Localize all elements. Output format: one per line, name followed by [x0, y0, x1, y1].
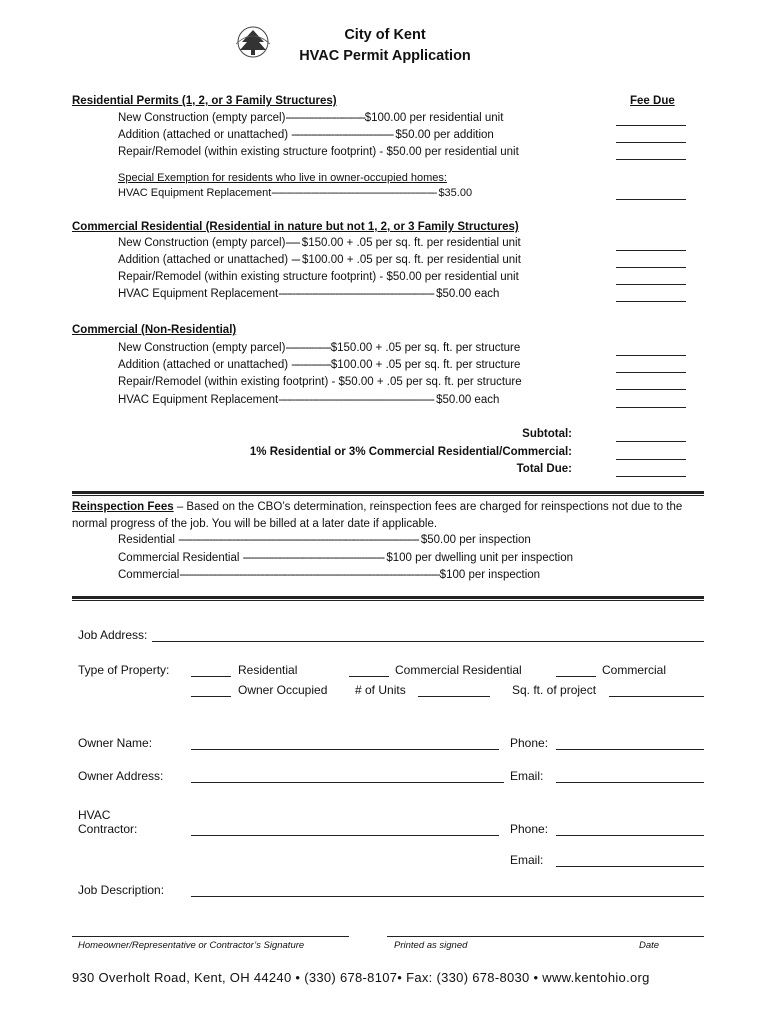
owner-occupied-label: Owner Occupied [238, 683, 328, 697]
job-address-label: Job Address: [78, 628, 148, 642]
contractor-email-field[interactable] [556, 866, 704, 867]
commercial-checkbox-blank[interactable] [556, 676, 596, 677]
cr-line-new: New Construction (empty parcel)----- $150.00 + .05 per sq. ft. per residential unit [118, 237, 521, 249]
c-repair-label: Repair/Remodel (within existing footprint) - [118, 376, 339, 388]
footer-address: 930 Overholt Road, Kent, OH 44240 [72, 970, 292, 985]
signature-field[interactable] [72, 936, 349, 937]
owner-occupied-checkbox-blank[interactable] [191, 696, 231, 697]
c-new-label: New Construction (empty parcel) [118, 342, 286, 354]
footer-phone: (330) 678-8107 [304, 970, 398, 985]
contractor-phone-field[interactable] [556, 835, 704, 836]
cr-hvac-label: HVAC Equipment Replacement [118, 288, 279, 300]
bullet-icon: • [533, 970, 539, 985]
c-line-new: New Construction (empty parcel)----------------$150.00 + .05 per sq. ft. per structure [118, 342, 521, 354]
footer-website-link[interactable]: www.kentohio.org [542, 970, 650, 985]
reinsp-cr-label: Commercial Residential [118, 552, 240, 564]
printed-label: Printed as signed [394, 940, 468, 951]
total-due-label: Total Due: [516, 463, 572, 475]
cr-line-repair [118, 271, 572, 283]
fee-blank-cr-repair[interactable] [616, 284, 686, 285]
c-hvac-fee: $50.00 each [436, 394, 500, 406]
res-line-new: New Construction (empty parcel)----------------------------$100.00 per residential unit [118, 112, 504, 124]
c-line-repair [118, 376, 572, 388]
fee-blank-cr-add[interactable] [616, 267, 686, 268]
fee-blank-c-new[interactable] [616, 355, 686, 356]
fee-blank-res-new[interactable] [616, 125, 686, 126]
res-line-addition: Addition (attached or unattached) ------------------------------------ $50.00 per addition [118, 129, 494, 141]
contractor-phone-label: Phone: [510, 822, 549, 836]
fee-blank-cr-new[interactable] [616, 250, 686, 251]
res-repair-label: Repair/Remodel (within existing structure footprint) - [118, 146, 387, 158]
residential-heading: Residential Permits (1, 2, or 3 Family Structures) [72, 95, 337, 107]
contractor-label: Contractor: [78, 822, 138, 836]
c-line-addition: Addition (attached or unattached) --------------$100.00 + .05 per sq. ft. per structure [118, 359, 521, 371]
c-new-fee: $150.00 + .05 per sq. ft. per structure [330, 342, 521, 354]
c-hvac-label: HVAC Equipment Replacement [118, 394, 279, 406]
job-address-field[interactable] [152, 641, 704, 642]
fee-blank-res-repair[interactable] [616, 159, 686, 160]
owner-email-label: Email: [510, 769, 544, 783]
bullet-icon: • [397, 970, 403, 985]
reinsp-c-fee: $100 per inspection [439, 569, 541, 581]
owner-phone-field[interactable] [556, 749, 704, 750]
sq-ft-label: Sq. ft. of project [512, 683, 597, 697]
reinsp-c-label: Commercial [118, 569, 180, 581]
fee-blank-exemption[interactable] [616, 199, 686, 200]
footer-contact [72, 970, 704, 985]
cr-line-hvac: HVAC Equipment Replacement------------------------------------------------------- $50.00 each [118, 288, 500, 300]
fee-blank-res-add[interactable] [616, 142, 686, 143]
subtotal-label: Subtotal: [522, 428, 572, 440]
commercial-residential-checkbox-blank[interactable] [349, 676, 389, 677]
hvac-label: HVAC [78, 808, 111, 822]
exemption-line: HVAC Equipment Replacement-------------------------------------------------------------- $35.00 [118, 187, 473, 199]
total-due-blank[interactable] [616, 476, 686, 477]
job-description-label: Job Description: [78, 883, 165, 897]
num-units-field[interactable] [418, 696, 490, 697]
fee-blank-c-hvac[interactable] [616, 407, 686, 408]
owner-name-field[interactable] [191, 749, 499, 750]
residential-option-label: Residential [238, 663, 298, 677]
reinsp-cr-fee: $100 per dwelling unit per inspection [386, 552, 574, 564]
c-add-label: Addition (attached or unattached) [118, 359, 289, 371]
c-repair-fee: $50.00 + .05 per sq. ft. per structure [338, 376, 522, 388]
divider [72, 596, 704, 599]
cr-repair-fee: $50.00 per residential unit [386, 271, 519, 283]
cr-new-fee: $150.00 + .05 per sq. ft. per residential unit [301, 237, 521, 249]
reinsp-line-comm-res: Commercial Residential -------------------------------------------------- $100 per dwelling unit per inspection [118, 552, 574, 564]
date-label: Date [639, 940, 660, 951]
owner-name-label: Owner Name: [78, 736, 153, 750]
commercial-residential-option-label: Commercial Residential [395, 663, 522, 677]
res-line-repair [118, 146, 572, 158]
cr-add-label: Addition (attached or unattached) [118, 254, 289, 266]
residential-checkbox-blank[interactable] [191, 676, 231, 677]
percent-blank[interactable] [616, 459, 686, 460]
sq-ft-field[interactable] [609, 696, 704, 697]
comm-res-heading: Commercial Residential (Residential in nature but not 1, 2, or 3 Family Structures) [72, 221, 519, 233]
num-units-label: # of Units [355, 683, 406, 697]
job-description-field[interactable] [191, 896, 704, 897]
type-of-property-label: Type of Property: [78, 663, 170, 677]
contractor-email-label: Email: [510, 853, 544, 867]
reinsp-line-commercial: Commercial--------------------------------------------------------------------------------------------$100 per inspection [118, 569, 541, 581]
cr-add-fee: $100.00 + .05 per sq. ft. per residential unit [301, 254, 521, 266]
c-add-fee: $100.00 + .05 per sq. ft. per structure [330, 359, 521, 371]
footer-fax: Fax: (330) 678-8030 [406, 970, 530, 985]
res-new-fee: $100.00 per residential unit [364, 112, 504, 124]
reinspection-heading: Reinspection Fees [72, 501, 174, 513]
exemption-fee: $35.00 [438, 187, 473, 199]
res-add-fee: $50.00 per addition [395, 129, 494, 141]
subtotal-blank[interactable] [616, 441, 686, 442]
printed-date-field[interactable] [387, 936, 704, 937]
owner-email-field[interactable] [556, 782, 704, 783]
owner-phone-label: Phone: [510, 736, 549, 750]
signature-label: Homeowner/Representative or Contractor’s Signature [78, 940, 305, 951]
divider [72, 600, 704, 601]
divider [72, 495, 704, 496]
bullet-icon: • [295, 970, 301, 985]
city-title: City of Kent [344, 27, 426, 43]
cr-new-label: New Construction (empty parcel) [118, 237, 286, 249]
fee-blank-c-add[interactable] [616, 372, 686, 373]
percent-label: 1% Residential or 3% Commercial Residential/Commercial: [249, 446, 572, 458]
res-repair-fee: $50.00 per residential unit [386, 146, 519, 158]
exemption-label: HVAC Equipment Replacement [118, 187, 272, 199]
exemption-heading: Special Exemption for residents who live in owner-occupied homes: [118, 172, 447, 184]
reinsp-res-label: Residential [118, 534, 175, 546]
fee-blank-cr-hvac[interactable] [616, 301, 686, 302]
reinsp-res-fee: $50.00 per inspection [420, 534, 531, 546]
commercial-option-label: Commercial [602, 663, 667, 677]
fee-blank-c-repair[interactable] [616, 389, 686, 390]
c-line-hvac: HVAC Equipment Replacement------------------------------------------------------- $50.00 each [118, 394, 500, 406]
form-title: HVAC Permit Application [299, 48, 471, 64]
cr-hvac-fee: $50.00 each [436, 288, 500, 300]
divider [72, 491, 704, 494]
contractor-field[interactable] [191, 835, 499, 836]
res-new-label: New Construction (empty parcel) [118, 112, 286, 124]
reinspection-paragraph [72, 499, 704, 533]
cr-line-addition: Addition (attached or unattached) --- $100.00 + .05 per sq. ft. per residential unit [118, 254, 521, 266]
owner-address-field[interactable] [191, 782, 504, 783]
owner-address-label: Owner Address: [78, 769, 164, 783]
reinspection-text: – Based on the CBO’s determination, reinspection fees are charged for reinspections not due to the normal progress of the job. You will be billed at a later date if applicable. [72, 501, 683, 530]
commercial-heading: Commercial (Non-Residential) [72, 324, 237, 336]
reinsp-line-residential: Residential ------------------------------------------------------------------------------------- $50.00 per inspection [118, 534, 531, 546]
res-add-label: Addition (attached or unattached) [118, 129, 289, 141]
fee-due-heading: Fee Due [630, 95, 675, 107]
cr-repair-label: Repair/Remodel (within existing structure footprint) - [118, 271, 387, 283]
